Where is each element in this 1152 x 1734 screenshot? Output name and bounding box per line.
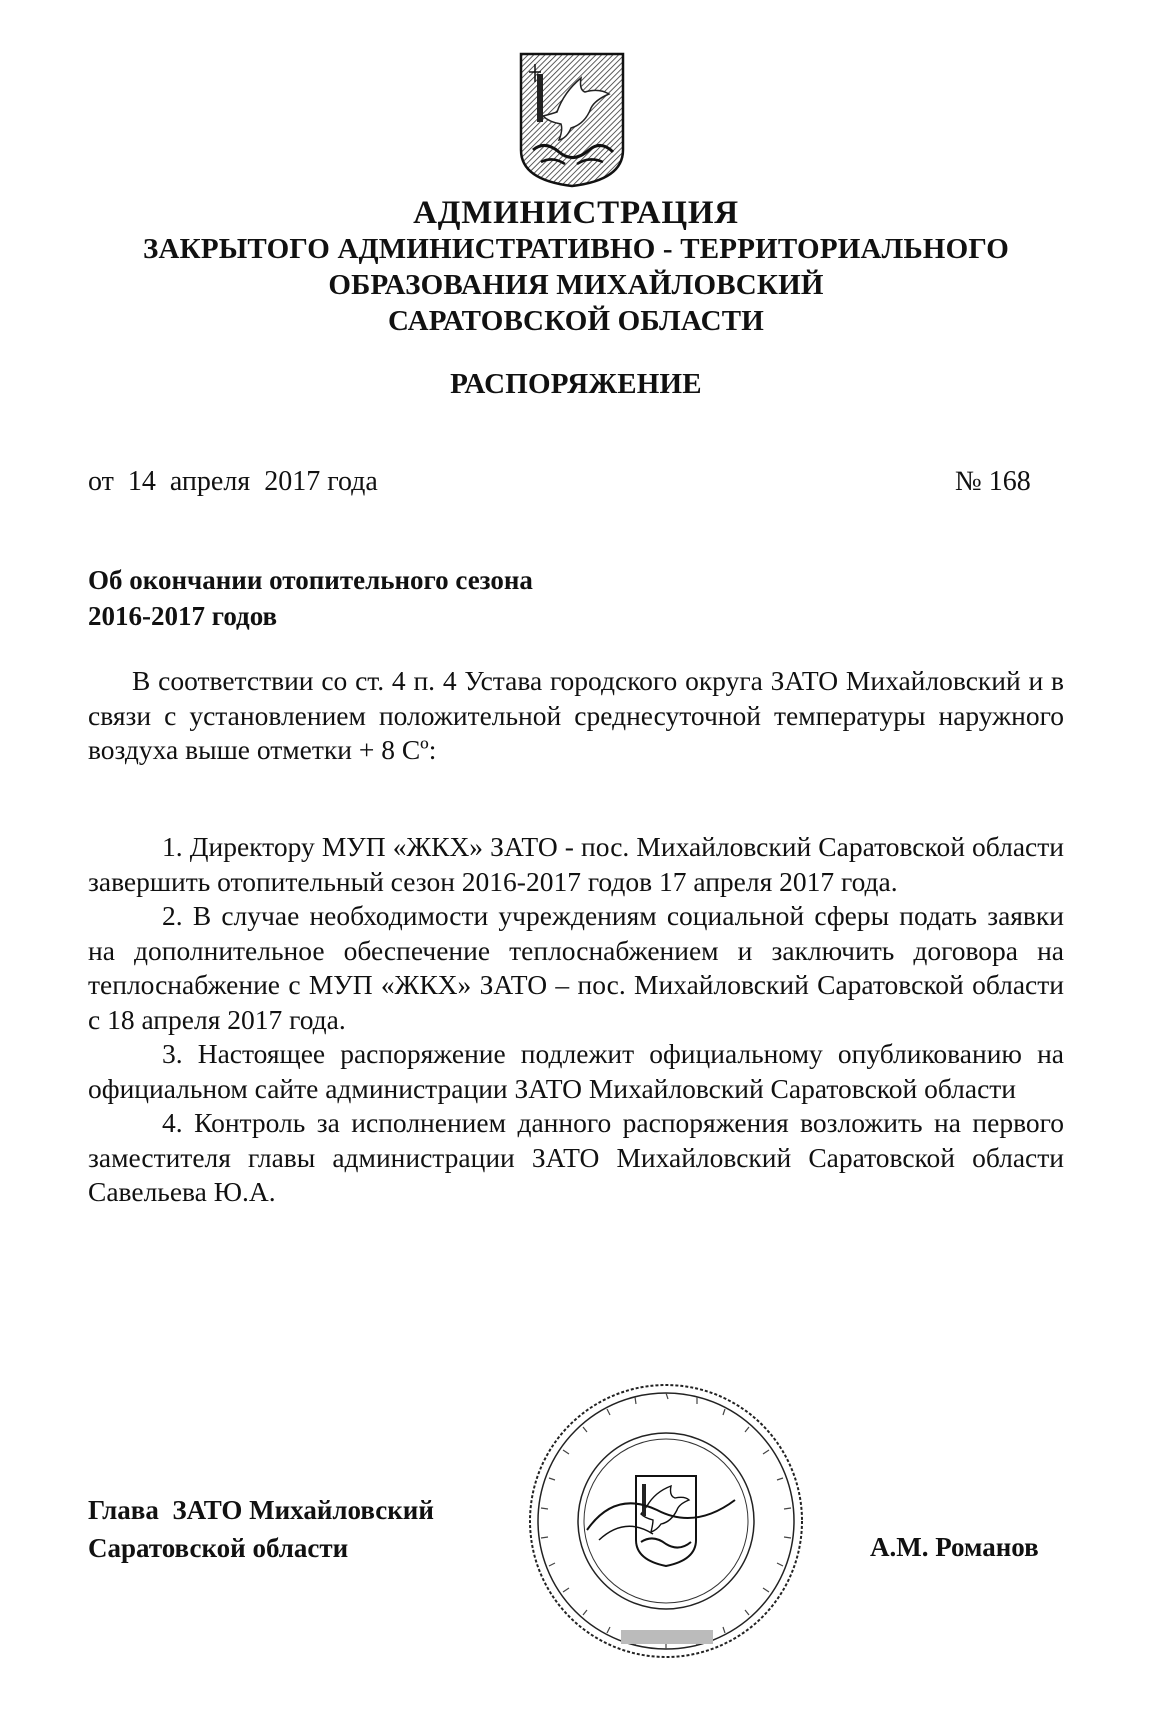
order-items	[88, 830, 1064, 1210]
official-round-seal-icon	[525, 1380, 807, 1662]
signatory-title	[88, 1491, 434, 1567]
signatory-name: А.М. Романов	[870, 1532, 1039, 1562]
organization-name	[80, 195, 1072, 339]
order-item: 3. Настоящее распоряжение подлежит официальному опубликованию на официальном сайте администрации ЗАТО Михайловский Саратовской области	[88, 1038, 1064, 1104]
org-line: ОБРАЗОВАНИЯ МИХАЙЛОВСКИЙ	[328, 269, 824, 301]
document-type: РАСПОРЯЖЕНИЕ	[450, 368, 702, 400]
document-subject	[88, 562, 533, 634]
order-item: 2. В случае необходимости учреждениям социальной сферы подать заявки на дополнительное обеспечение теплоснабжением и заключить договора на теплоснабжение с МУП «ЖКХ» ЗАТО – пос. Михайловский Саратовской области с 18 апреля 2017 года.	[88, 900, 1064, 1035]
order-item: 4. Контроль за исполнением данного распоряжения возложить на первого заместителя главы администрации ЗАТО Михайловский Саратовской области Савельева Ю.А.	[88, 1107, 1064, 1207]
org-line: АДМИНИСТРАЦИЯ	[413, 195, 739, 231]
order-item: 1. Директору МУП «ЖКХ» ЗАТО - пос. Михайловский Саратовской области завершить отопительный сезон 2016-2017 годов 17 апреля 2017 года.	[88, 831, 1064, 897]
subject-line: Об окончании отопительного сезона	[88, 565, 533, 595]
subject-line: 2016-2017 годов	[88, 601, 278, 631]
coat-of-arms-dove-icon	[519, 52, 625, 188]
org-line: САРАТОВСКОЙ ОБЛАСТИ	[387, 305, 765, 337]
document-number: № 168	[955, 466, 1031, 497]
signatory-title-line: Саратовской области	[88, 1533, 349, 1563]
signatory-title-line: Глава ЗАТО Михайловский	[88, 1495, 434, 1525]
org-line: ЗАКРЫТОГО АДМИНИСТРАТИВНО - ТЕРРИТОРИАЛЬНОГО	[142, 233, 1010, 265]
document-date: от 14 апреля 2017 года	[88, 466, 378, 497]
intro-paragraph: В соответствии со ст. 4 п. 4 Устава городского округа ЗАТО Михайловский и в связи с установлением положительной среднесуточной температуры наружного воздуха выше отметки + 8 Сº:	[88, 665, 1064, 765]
